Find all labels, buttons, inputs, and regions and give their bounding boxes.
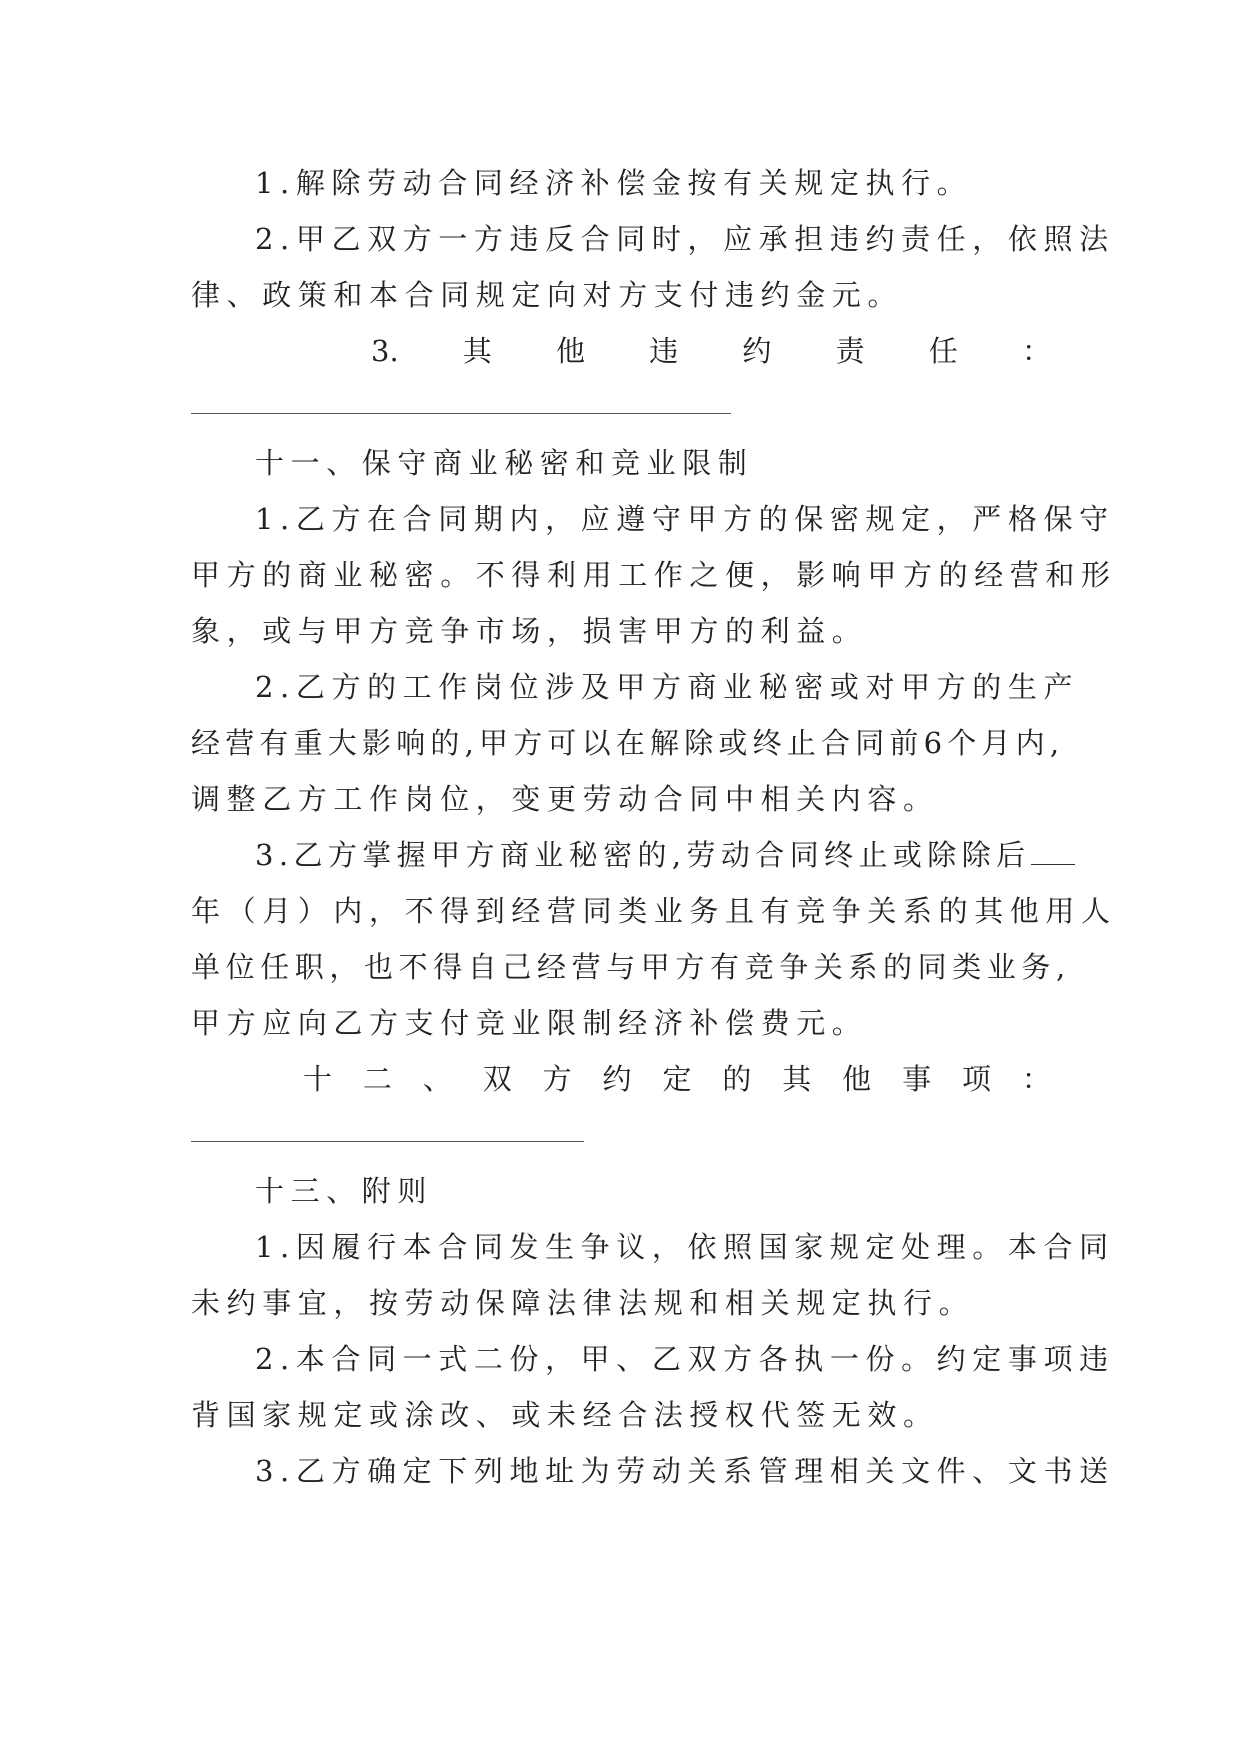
section-12-spread	[303, 1051, 1051, 1107]
clause-10-1: 1.解除劳动合同经济补偿金按有关规定执行。	[255, 166, 973, 200]
blank-rule	[191, 1141, 584, 1142]
section-12-char: 项	[961, 1062, 991, 1096]
clause-13-1: 1.因履行本合同发生争议，依照国家规定处理。本合同	[255, 1230, 1115, 1264]
section-12-char: 、	[422, 1062, 452, 1096]
clause-10-3	[191, 323, 1051, 379]
clause-10-2-cont: 律、政策和本合同规定向对方支付违约金元。	[191, 278, 904, 312]
clause-11-3-cont: 单位任职，也不得自己经营与甲方有竞争关系的同类业务,	[191, 950, 1071, 984]
clause-11-3	[191, 827, 1051, 883]
fill-in-blank-10-3	[191, 379, 1051, 435]
clause-11-2-cont: 调整乙方工作岗位，变更劳动合同中相关内容。	[191, 782, 939, 816]
document-body	[191, 155, 1117, 1499]
clause-11-2-cont: 经营有重大影响的,甲方可以在解除或终止合同前6个月内,	[191, 726, 1065, 760]
clause-10-3-char: 违	[649, 334, 679, 368]
clause-11-1-cont: 象，或与甲方竞争市场，损害甲方的利益。	[191, 614, 868, 648]
clause-11-3-cont: 甲方应向乙方支付竞业限制经济补偿费元。	[191, 1006, 868, 1040]
section-12-char: 二	[362, 1062, 392, 1096]
section-13-heading: 十三、附则	[255, 1174, 434, 1208]
section-11-heading: 十一、保守商业秘密和竞业限制	[255, 446, 754, 480]
section-12-char: 的	[722, 1062, 752, 1096]
clause-10-3-char: ：	[1021, 334, 1051, 368]
clause-13-1-cont: 未约事宜，按劳动保障法律法规和相关规定执行。	[191, 1286, 975, 1320]
clause-13-2-cont: 背国家规定或涂改、或未经合法授权代签无效。	[191, 1398, 939, 1432]
section-12-char: 定	[662, 1062, 692, 1096]
clause-11-1: 1.乙方在合同期内，应遵守甲方的保密规定，严格保守	[255, 502, 1115, 536]
section-12-char: 其	[782, 1062, 812, 1096]
clause-10-3-char: 3.	[371, 334, 399, 368]
section-12-char: 约	[602, 1062, 632, 1096]
clause-11-3-text: 3.乙方掌握甲方商业秘密的,劳动合同终止或除除后	[255, 838, 1031, 872]
clause-11-1-cont: 甲方的商业秘密。不得利用工作之便，影响甲方的经营和形	[191, 558, 1117, 592]
clause-10-3-char: 他	[556, 334, 586, 368]
clause-10-3-char: 其	[462, 334, 492, 368]
clause-13-2: 2.本合同一式二份，甲、乙双方各执一份。约定事项违	[255, 1342, 1115, 1376]
section-12-char: 他	[842, 1062, 872, 1096]
blank-rule	[191, 413, 731, 414]
section-12-char: 双	[482, 1062, 512, 1096]
clause-11-3-cont: 年（月）内，不得到经营同类业务且有竞争关系的其他用人	[191, 894, 1117, 928]
clause-10-3-char: 约	[742, 334, 772, 368]
clause-10-3-char: 任	[928, 334, 958, 368]
section-12-heading	[191, 1051, 1051, 1107]
fill-in-blank-12	[191, 1107, 1051, 1163]
clause-10-2: 2.甲乙双方一方违反合同时，应承担违约责任，依照法	[255, 222, 1115, 256]
clause-10-3-spread	[371, 323, 1051, 379]
section-12-char: ：	[1021, 1062, 1051, 1096]
section-12-char: 十	[303, 1062, 333, 1096]
clause-11-2: 2.乙方的工作岗位涉及甲方商业秘密或对甲方的生产	[255, 670, 1080, 704]
clause-10-3-char: 责	[835, 334, 865, 368]
fill-in-blank-years	[1031, 836, 1075, 865]
clause-13-3: 3.乙方确定下列地址为劳动关系管理相关文件、文书送	[255, 1454, 1115, 1488]
section-12-char: 方	[542, 1062, 572, 1096]
section-12-char: 事	[902, 1062, 932, 1096]
